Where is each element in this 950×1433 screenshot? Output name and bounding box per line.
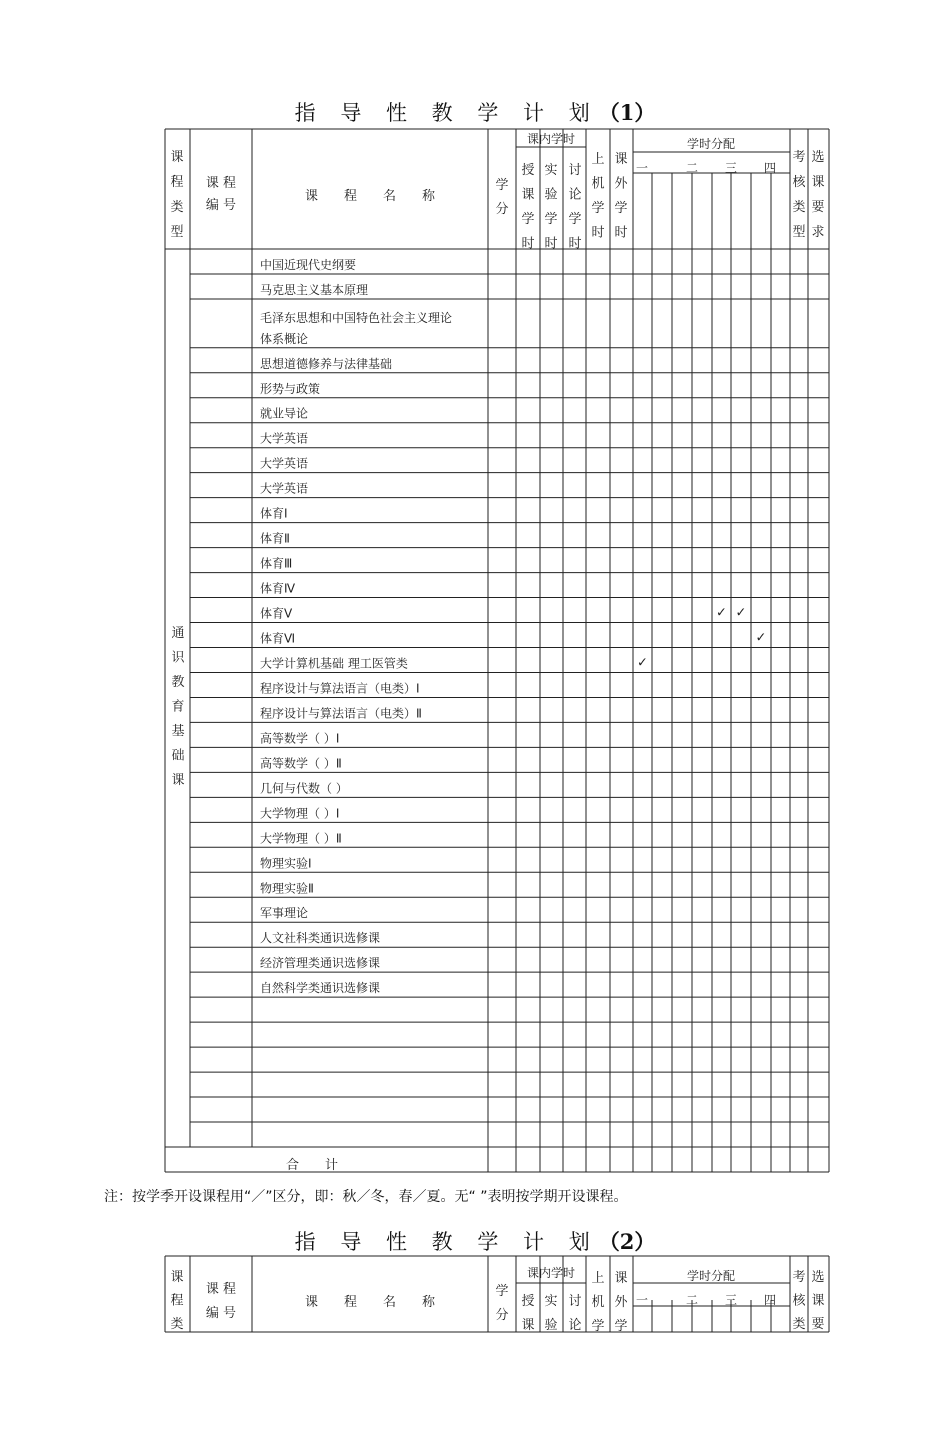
category-label: 育 [171,699,185,715]
header-lab-hours: 实 [544,1294,558,1309]
header-extra-hours: 学 [614,1319,628,1334]
course-name: 高等数学（ ）Ⅰ [260,731,340,746]
header-exam-type: 核 [792,175,806,190]
header-in-class-hours: 课内学时 [526,1266,576,1280]
header-lecture-hours: 授 [521,163,535,178]
header-lab-hours: 验 [544,1318,558,1333]
header-in-class-hours: 课内学时 [526,132,576,146]
course-name: 体系概论 [260,331,309,346]
header-course-type: 课 [170,1270,184,1285]
course-name: 经济管理类通识选修课 [260,956,381,971]
checkmark: ✓ [716,605,727,621]
total-label: 合 计 [285,1158,339,1173]
checkmark: ✓ [735,605,747,621]
header-course-code: 课 程 [205,176,237,191]
header-extra-hours: 外 [614,1295,628,1310]
header-year: 二 [685,161,699,175]
course-name: 程序设计与算法语言（电类）Ⅰ [260,681,420,696]
course-name: 体育Ⅴ [260,606,293,621]
header-discussion-hours: 讨 [568,1294,582,1309]
course-name: 马克思主义基本原理 [260,282,369,297]
header-hours-distribution: 学时分配 [686,1269,736,1283]
header-year: 三 [724,161,738,175]
header-computer-hours: 学 [591,201,605,216]
checkmark: ✓ [755,630,767,646]
header-course-type: 类 [170,200,184,215]
checkmark: ✓ [637,655,648,671]
course-name: 体育Ⅲ [260,556,293,571]
header-extra-hours: 课 [614,1271,628,1286]
header-extra-hours: 外 [614,176,628,192]
header-elective-req: 求 [811,225,825,240]
course-name: 中国近现代史纲要 [260,257,357,272]
title-text: 指 导 性 教 学 计 划 [294,101,599,125]
header-exam-type: 型 [792,225,806,240]
header-extra-hours: 课 [614,152,628,167]
header-course-type: 型 [170,225,184,240]
course-name: 形势与政策 [260,381,321,396]
course-name: 人文社科类通识选修课 [260,931,381,946]
header-credit: 学 [495,1284,509,1299]
header-elective-req: 要 [811,1317,825,1332]
header-extra-hours: 学 [614,201,628,216]
page-title-2 [0,1226,950,1256]
header-lecture-hours: 授 [521,1294,535,1309]
category-label: 通 [171,626,185,641]
header-year: 二 [685,1293,699,1307]
course-name: 体育Ⅰ [260,506,288,521]
category-label: 础 [171,748,185,764]
header-lab-hours: 验 [544,187,558,203]
header-year: 三 [724,1293,738,1307]
course-name: 体育Ⅱ [260,531,290,546]
header-lecture-hours: 学 [521,212,535,227]
course-name: 大学计算机基础 理工医管类 [260,656,408,671]
header-exam-type: 考 [792,1270,806,1285]
header-lecture-hours: 课 [521,187,535,203]
footnote: 注：按学季开设课程用“／”区分，即：秋／冬，春／夏。无“ ”表明按学期开设课程。 [104,1189,628,1205]
header-year: 一 [635,1293,649,1307]
course-name: 军事理论 [260,906,309,921]
header-computer-hours: 机 [591,1295,605,1310]
header-course-code: 编 号 [205,1306,237,1321]
header-course-code: 课 程 [205,1282,237,1297]
header-discussion-hours: 论 [568,187,582,203]
course-name: 体育Ⅵ [260,631,296,646]
header-course-type: 程 [170,1293,184,1309]
header-elective-req: 课 [811,175,825,190]
category-label: 课 [171,773,185,788]
header-course-name: 课 程 名 称 [304,189,436,204]
header-computer-hours: 学 [591,1319,605,1334]
header-credit: 分 [495,202,509,217]
title-number: （1） [598,100,656,125]
course-name: 大学英语 [260,456,309,471]
header-course-name: 课 程 名 称 [304,1295,436,1310]
course-name: 思想道德修养与法律基础 [260,356,393,371]
category-label: 基 [171,724,185,739]
title-text: 指 导 性 教 学 计 划 [294,1230,599,1254]
course-name: 毛泽东思想和中国特色社会主义理论 [260,310,453,325]
header-exam-type: 类 [792,1317,806,1332]
header-lab-hours: 学 [544,212,558,227]
header-computer-hours: 上 [591,1271,605,1286]
header-elective-req: 选 [811,150,825,165]
header-credit: 分 [495,1308,509,1323]
course-name: 大学物理（ ）Ⅰ [260,806,340,821]
header-year: 一 [635,161,649,175]
header-discussion-hours: 讨 [568,163,582,178]
title-number: （2） [598,1229,656,1254]
header-extra-hours: 时 [614,225,628,241]
header-hours-distribution: 学时分配 [686,137,736,151]
header-credit: 学 [495,178,509,193]
header-lab-hours: 时 [544,236,558,252]
header-course-code: 编 号 [205,198,237,213]
header-exam-type: 类 [792,200,806,215]
course-name: 程序设计与算法语言（电类）Ⅱ [260,706,422,721]
header-course-type: 类 [170,1317,184,1332]
header-computer-hours: 上 [591,152,605,167]
header-year: 四 [763,1293,777,1307]
course-name: 高等数学（ ）Ⅱ [260,756,342,771]
header-discussion-hours: 时 [568,236,582,252]
header-discussion-hours: 学 [568,212,582,227]
header-lecture-hours: 时 [521,236,535,252]
course-name: 物理实验Ⅱ [260,881,314,896]
course-name: 大学物理（ ）Ⅱ [260,831,342,846]
header-exam-type: 考 [792,150,806,165]
header-elective-req: 选 [811,1270,825,1285]
header-elective-req: 课 [811,1293,825,1309]
header-discussion-hours: 论 [568,1318,582,1333]
course-name: 就业导论 [260,406,309,421]
category-label: 教 [171,675,185,690]
course-name: 大学英语 [260,431,309,446]
header-course-type: 程 [170,175,184,190]
course-name: 大学英语 [260,481,309,496]
header-elective-req: 要 [811,200,825,215]
header-exam-type: 核 [792,1293,806,1309]
category-label: 识 [171,650,185,666]
header-course-type: 课 [170,150,184,165]
header-lecture-hours: 课 [521,1318,535,1333]
course-name: 自然科学类通识选修课 [260,981,381,996]
course-name: 体育Ⅳ [260,581,296,596]
header-computer-hours: 机 [591,176,605,192]
header-lab-hours: 实 [544,163,558,178]
header-computer-hours: 时 [591,225,605,241]
header-year: 四 [763,161,777,175]
course-name: 物理实验Ⅰ [260,856,312,871]
course-name: 几何与代数（ ） [260,781,348,796]
